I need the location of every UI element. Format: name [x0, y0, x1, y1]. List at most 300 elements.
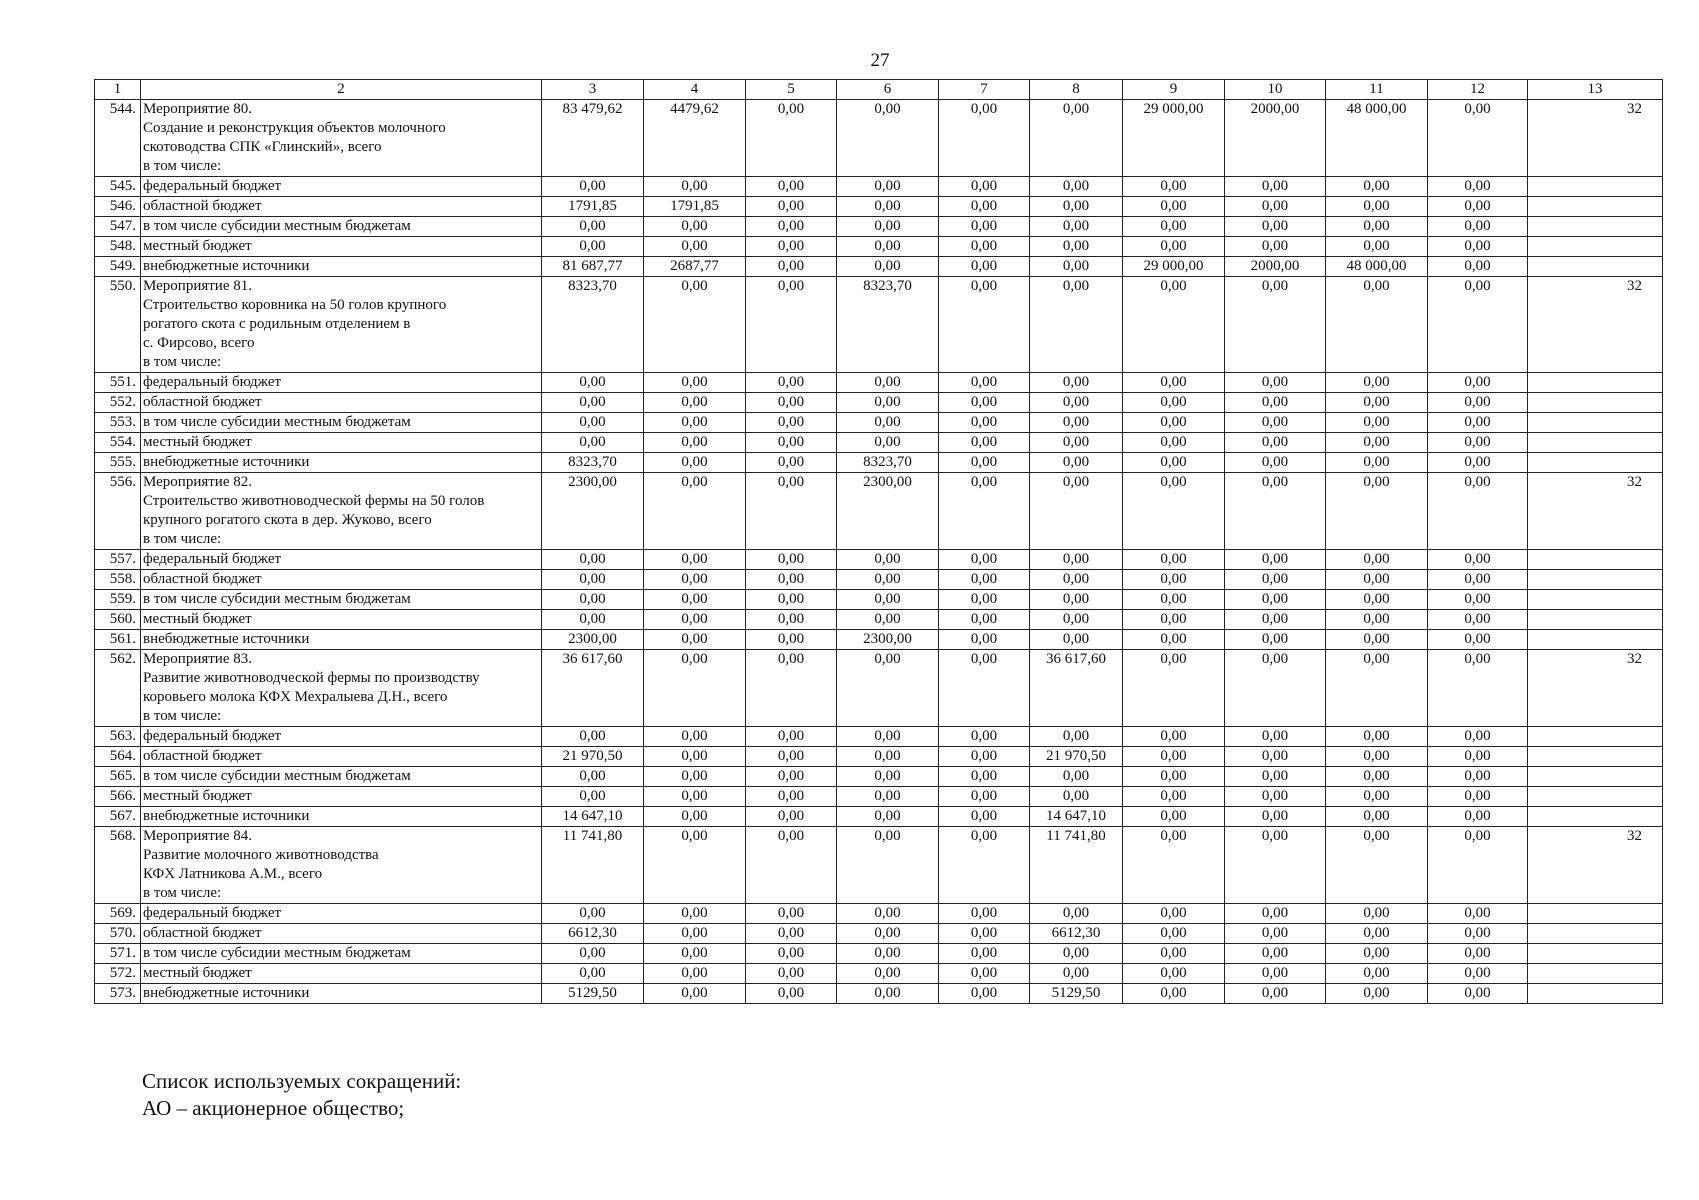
value-cell: 48 000,00: [1326, 100, 1428, 177]
value-cell: 21 970,50: [542, 747, 644, 767]
activity-description: [141, 827, 542, 904]
code-cell: [1528, 393, 1663, 413]
value-cell: 0,00: [644, 610, 746, 630]
value-cell: 0,00: [1030, 453, 1123, 473]
value-cell: 0,00: [1030, 964, 1123, 984]
code-cell: [1528, 787, 1663, 807]
value-cell: 29 000,00: [1123, 100, 1225, 177]
row-number: 548.: [95, 237, 141, 257]
value-cell: 0,00: [1326, 747, 1428, 767]
value-cell: 0,00: [939, 453, 1030, 473]
value-cell: 0,00: [837, 100, 939, 177]
code-cell: [1528, 550, 1663, 570]
funding-source: местный бюджет: [141, 610, 542, 630]
value-cell: 0,00: [939, 904, 1030, 924]
value-cell: 0,00: [1030, 590, 1123, 610]
value-cell: 0,00: [1030, 473, 1123, 550]
funding-row: [95, 433, 1663, 453]
value-cell: 0,00: [746, 924, 837, 944]
funding-source: местный бюджет: [141, 433, 542, 453]
value-cell: 0,00: [542, 964, 644, 984]
value-cell: 0,00: [542, 610, 644, 630]
funding-row: [95, 373, 1663, 393]
value-cell: 0,00: [1326, 237, 1428, 257]
value-cell: 0,00: [939, 100, 1030, 177]
funding-source: федеральный бюджет: [141, 904, 542, 924]
value-cell: 0,00: [1225, 413, 1326, 433]
value-cell: 5129,50: [1030, 984, 1123, 1004]
value-cell: 0,00: [837, 767, 939, 787]
value-cell: 0,00: [1123, 767, 1225, 787]
value-cell: 0,00: [1326, 217, 1428, 237]
value-cell: 0,00: [746, 393, 837, 413]
value-cell: 0,00: [1225, 550, 1326, 570]
value-cell: 0,00: [1428, 747, 1528, 767]
value-cell: 29 000,00: [1123, 257, 1225, 277]
value-cell: 0,00: [1030, 413, 1123, 433]
code-cell: [1528, 944, 1663, 964]
value-cell: 0,00: [644, 984, 746, 1004]
value-cell: 0,00: [1123, 610, 1225, 630]
value-cell: 0,00: [837, 650, 939, 727]
code-cell: [1528, 413, 1663, 433]
value-cell: 0,00: [939, 217, 1030, 237]
value-cell: 81 687,77: [542, 257, 644, 277]
description-line: Развитие молочного животноводства: [143, 847, 379, 863]
row-number: 569.: [95, 904, 141, 924]
value-cell: 0,00: [542, 550, 644, 570]
funding-source: в том числе субсидии местным бюджетам: [141, 767, 542, 787]
code-cell: [1528, 590, 1663, 610]
value-cell: 0,00: [1123, 984, 1225, 1004]
description-line: коровьего молока КФХ Мехралыева Д.Н., всего: [143, 689, 448, 705]
value-cell: 0,00: [1428, 373, 1528, 393]
description-line: в том числе:: [143, 708, 222, 724]
code-cell: [1528, 984, 1663, 1004]
funding-source: местный бюджет: [141, 964, 542, 984]
description-line: Создание и реконструкция объектов молочного: [143, 120, 446, 136]
value-cell: 2300,00: [837, 473, 939, 550]
column-header: 3: [542, 80, 644, 100]
value-cell: 0,00: [1123, 473, 1225, 550]
description-line: в том числе:: [143, 354, 222, 370]
value-cell: 0,00: [1428, 787, 1528, 807]
value-cell: 0,00: [1225, 610, 1326, 630]
value-cell: 6612,30: [542, 924, 644, 944]
value-cell: 0,00: [1428, 277, 1528, 373]
value-cell: 0,00: [1123, 827, 1225, 904]
description-line: Строительство коровника на 50 голов крупного: [143, 297, 447, 313]
value-cell: 0,00: [644, 650, 746, 727]
value-cell: 48 000,00: [1326, 257, 1428, 277]
value-cell: 0,00: [1428, 807, 1528, 827]
value-cell: 0,00: [1030, 630, 1123, 650]
funding-row: [95, 747, 1663, 767]
value-cell: 0,00: [644, 904, 746, 924]
value-cell: 0,00: [1123, 630, 1225, 650]
funding-row: [95, 767, 1663, 787]
description-line: скотоводства СПК «Глинский», всего: [143, 139, 382, 155]
abbreviations-section: [142, 1068, 461, 1122]
value-cell: 0,00: [1225, 650, 1326, 727]
value-cell: 0,00: [939, 767, 1030, 787]
row-number: 556.: [95, 473, 141, 550]
value-cell: 0,00: [1123, 433, 1225, 453]
value-cell: 0,00: [939, 944, 1030, 964]
funding-source: в том числе субсидии местным бюджетам: [141, 590, 542, 610]
value-cell: 0,00: [644, 550, 746, 570]
funding-row: [95, 984, 1663, 1004]
funding-source: местный бюджет: [141, 787, 542, 807]
value-cell: 11 741,80: [1030, 827, 1123, 904]
value-cell: 0,00: [939, 373, 1030, 393]
value-cell: 0,00: [1123, 237, 1225, 257]
funding-row: [95, 237, 1663, 257]
value-cell: 0,00: [746, 984, 837, 1004]
value-cell: 0,00: [1225, 904, 1326, 924]
value-cell: 0,00: [1326, 590, 1428, 610]
value-cell: 5129,50: [542, 984, 644, 1004]
value-cell: 0,00: [939, 393, 1030, 413]
row-number: 561.: [95, 630, 141, 650]
funding-row: [95, 630, 1663, 650]
value-cell: 0,00: [1326, 610, 1428, 630]
value-cell: 0,00: [746, 473, 837, 550]
value-cell: 0,00: [837, 550, 939, 570]
value-cell: 0,00: [1225, 217, 1326, 237]
value-cell: 0,00: [1225, 590, 1326, 610]
value-cell: 4479,62: [644, 100, 746, 177]
value-cell: 0,00: [644, 473, 746, 550]
value-cell: 0,00: [837, 393, 939, 413]
value-cell: 0,00: [644, 787, 746, 807]
column-header: 2: [141, 80, 542, 100]
value-cell: 0,00: [1225, 924, 1326, 944]
code-cell: [1528, 237, 1663, 257]
value-cell: 0,00: [644, 413, 746, 433]
row-number: 562.: [95, 650, 141, 727]
description-line: Мероприятие 81.: [143, 278, 252, 294]
value-cell: 0,00: [1225, 747, 1326, 767]
value-cell: 0,00: [837, 924, 939, 944]
value-cell: 0,00: [644, 177, 746, 197]
funding-source: областной бюджет: [141, 747, 542, 767]
value-cell: 0,00: [746, 453, 837, 473]
funding-row: [95, 413, 1663, 433]
value-cell: 0,00: [1123, 413, 1225, 433]
value-cell: 0,00: [542, 237, 644, 257]
row-number: 554.: [95, 433, 141, 453]
activity-description: [141, 650, 542, 727]
value-cell: 0,00: [1428, 453, 1528, 473]
value-cell: 0,00: [939, 257, 1030, 277]
value-cell: 0,00: [837, 787, 939, 807]
value-cell: 0,00: [542, 767, 644, 787]
description-line: крупного рогатого скота в дер. Жуково, всего: [143, 512, 432, 528]
funding-source: федеральный бюджет: [141, 550, 542, 570]
value-cell: 0,00: [1225, 393, 1326, 413]
value-cell: 0,00: [1326, 277, 1428, 373]
column-header: 10: [1225, 80, 1326, 100]
value-cell: 0,00: [939, 787, 1030, 807]
value-cell: 0,00: [1123, 277, 1225, 373]
code-cell: [1528, 727, 1663, 747]
description-line: Мероприятие 83.: [143, 651, 252, 667]
funding-row: [95, 610, 1663, 630]
value-cell: 0,00: [837, 610, 939, 630]
row-number: 566.: [95, 787, 141, 807]
value-cell: 0,00: [1326, 453, 1428, 473]
value-cell: 0,00: [1428, 964, 1528, 984]
code-cell: [1528, 177, 1663, 197]
row-number: 549.: [95, 257, 141, 277]
code-cell: [1528, 747, 1663, 767]
value-cell: 0,00: [837, 413, 939, 433]
description-line: КФХ Латникова А.М., всего: [143, 866, 323, 882]
value-cell: 0,00: [1428, 827, 1528, 904]
column-header: 9: [1123, 80, 1225, 100]
value-cell: 0,00: [1428, 944, 1528, 964]
value-cell: 0,00: [837, 257, 939, 277]
row-number: 563.: [95, 727, 141, 747]
funding-row: [95, 964, 1663, 984]
value-cell: 0,00: [1123, 727, 1225, 747]
value-cell: 0,00: [644, 570, 746, 590]
value-cell: 21 970,50: [1030, 747, 1123, 767]
abbreviations-title: Список используемых сокращений:: [142, 1069, 462, 1093]
code-cell: [1528, 257, 1663, 277]
value-cell: 2000,00: [1225, 100, 1326, 177]
row-number: 551.: [95, 373, 141, 393]
column-header: 11: [1326, 80, 1428, 100]
value-cell: 0,00: [837, 904, 939, 924]
value-cell: 14 647,10: [542, 807, 644, 827]
funding-source: областной бюджет: [141, 197, 542, 217]
value-cell: 0,00: [837, 964, 939, 984]
value-cell: 0,00: [1123, 197, 1225, 217]
value-cell: 0,00: [644, 767, 746, 787]
value-cell: 0,00: [1326, 964, 1428, 984]
value-cell: 8323,70: [542, 277, 644, 373]
funding-row: [95, 550, 1663, 570]
row-number: 547.: [95, 217, 141, 237]
value-cell: 0,00: [1326, 197, 1428, 217]
value-cell: 2000,00: [1225, 257, 1326, 277]
value-cell: 0,00: [837, 217, 939, 237]
value-cell: 0,00: [1326, 924, 1428, 944]
value-cell: 0,00: [542, 570, 644, 590]
funding-source: внебюджетные источники: [141, 630, 542, 650]
value-cell: 0,00: [644, 373, 746, 393]
value-cell: 0,00: [542, 944, 644, 964]
value-cell: 0,00: [746, 807, 837, 827]
code-cell: 32: [1528, 277, 1663, 373]
abbreviation-item: АО – акционерное общество;: [142, 1096, 405, 1120]
activity-row: [95, 100, 1663, 177]
value-cell: 8323,70: [837, 277, 939, 373]
value-cell: 0,00: [1428, 197, 1528, 217]
row-number: 550.: [95, 277, 141, 373]
value-cell: 0,00: [746, 944, 837, 964]
description-line: Мероприятие 82.: [143, 474, 252, 490]
row-number: 557.: [95, 550, 141, 570]
value-cell: 0,00: [542, 177, 644, 197]
value-cell: 0,00: [746, 630, 837, 650]
value-cell: 0,00: [939, 610, 1030, 630]
value-cell: 0,00: [939, 570, 1030, 590]
value-cell: 0,00: [644, 433, 746, 453]
value-cell: 0,00: [837, 944, 939, 964]
column-header: 13: [1528, 80, 1663, 100]
value-cell: 0,00: [837, 590, 939, 610]
value-cell: 0,00: [837, 197, 939, 217]
value-cell: 0,00: [939, 747, 1030, 767]
value-cell: 0,00: [1428, 433, 1528, 453]
row-number: 545.: [95, 177, 141, 197]
funding-row: [95, 590, 1663, 610]
value-cell: 0,00: [746, 727, 837, 747]
value-cell: 0,00: [1428, 257, 1528, 277]
value-cell: 0,00: [1123, 570, 1225, 590]
value-cell: 0,00: [837, 747, 939, 767]
value-cell: 0,00: [1326, 570, 1428, 590]
funding-row: [95, 924, 1663, 944]
value-cell: 0,00: [1326, 373, 1428, 393]
value-cell: 0,00: [542, 433, 644, 453]
value-cell: 0,00: [1030, 904, 1123, 924]
value-cell: 0,00: [644, 747, 746, 767]
row-number: 564.: [95, 747, 141, 767]
value-cell: 0,00: [1428, 984, 1528, 1004]
value-cell: 0,00: [837, 984, 939, 1004]
value-cell: 2300,00: [837, 630, 939, 650]
value-cell: 0,00: [542, 373, 644, 393]
value-cell: 0,00: [1326, 413, 1428, 433]
funding-source: областной бюджет: [141, 924, 542, 944]
value-cell: 0,00: [1123, 373, 1225, 393]
value-cell: 0,00: [1123, 924, 1225, 944]
value-cell: 0,00: [939, 924, 1030, 944]
value-cell: 0,00: [746, 787, 837, 807]
value-cell: 0,00: [542, 590, 644, 610]
value-cell: 0,00: [644, 277, 746, 373]
value-cell: 0,00: [542, 217, 644, 237]
value-cell: 2300,00: [542, 630, 644, 650]
value-cell: 0,00: [746, 237, 837, 257]
value-cell: 0,00: [1225, 277, 1326, 373]
value-cell: 0,00: [746, 650, 837, 727]
funding-source: внебюджетные источники: [141, 984, 542, 1004]
value-cell: 0,00: [1030, 944, 1123, 964]
value-cell: 0,00: [644, 944, 746, 964]
value-cell: 2687,77: [644, 257, 746, 277]
table-body: [95, 100, 1663, 1004]
row-number: 559.: [95, 590, 141, 610]
value-cell: 0,00: [542, 787, 644, 807]
value-cell: 0,00: [1225, 473, 1326, 550]
funding-source: в том числе субсидии местным бюджетам: [141, 944, 542, 964]
value-cell: 0,00: [1225, 787, 1326, 807]
code-cell: [1528, 924, 1663, 944]
column-header: 8: [1030, 80, 1123, 100]
row-number: 573.: [95, 984, 141, 1004]
code-cell: 32: [1528, 650, 1663, 727]
value-cell: 0,00: [1428, 473, 1528, 550]
value-cell: 0,00: [1030, 393, 1123, 413]
value-cell: 0,00: [1428, 550, 1528, 570]
value-cell: 0,00: [1123, 177, 1225, 197]
value-cell: 0,00: [837, 727, 939, 747]
value-cell: 0,00: [1225, 197, 1326, 217]
code-cell: [1528, 904, 1663, 924]
value-cell: 0,00: [1123, 217, 1225, 237]
value-cell: 0,00: [644, 827, 746, 904]
value-cell: 8323,70: [542, 453, 644, 473]
value-cell: 0,00: [746, 197, 837, 217]
row-number: 558.: [95, 570, 141, 590]
code-cell: [1528, 570, 1663, 590]
value-cell: 0,00: [1326, 650, 1428, 727]
code-cell: [1528, 197, 1663, 217]
row-number: 552.: [95, 393, 141, 413]
value-cell: 0,00: [644, 964, 746, 984]
code-cell: 32: [1528, 100, 1663, 177]
code-cell: [1528, 767, 1663, 787]
value-cell: 0,00: [939, 237, 1030, 257]
value-cell: 0,00: [1225, 453, 1326, 473]
value-cell: 0,00: [939, 964, 1030, 984]
activity-row: [95, 827, 1663, 904]
value-cell: 0,00: [1428, 924, 1528, 944]
value-cell: 0,00: [1428, 413, 1528, 433]
value-cell: 0,00: [1428, 100, 1528, 177]
value-cell: 0,00: [837, 433, 939, 453]
value-cell: 0,00: [939, 177, 1030, 197]
value-cell: 0,00: [1030, 197, 1123, 217]
row-number: 565.: [95, 767, 141, 787]
value-cell: 0,00: [1123, 453, 1225, 473]
value-cell: 0,00: [746, 257, 837, 277]
value-cell: 0,00: [1030, 767, 1123, 787]
funding-row: [95, 197, 1663, 217]
value-cell: 0,00: [1225, 827, 1326, 904]
value-cell: 83 479,62: [542, 100, 644, 177]
funding-row: [95, 570, 1663, 590]
value-cell: 0,00: [1123, 747, 1225, 767]
value-cell: 0,00: [939, 630, 1030, 650]
description-line: в том числе:: [143, 158, 222, 174]
funding-row: [95, 177, 1663, 197]
funding-source: федеральный бюджет: [141, 373, 542, 393]
value-cell: 0,00: [1123, 944, 1225, 964]
value-cell: 0,00: [1326, 944, 1428, 964]
value-cell: 0,00: [939, 473, 1030, 550]
funding-source: в том числе субсидии местным бюджетам: [141, 217, 542, 237]
value-cell: 0,00: [939, 277, 1030, 373]
value-cell: 0,00: [1326, 807, 1428, 827]
funding-row: [95, 453, 1663, 473]
value-cell: 0,00: [1428, 217, 1528, 237]
value-cell: 0,00: [1123, 904, 1225, 924]
row-number: 570.: [95, 924, 141, 944]
value-cell: 0,00: [1428, 630, 1528, 650]
value-cell: 0,00: [1123, 590, 1225, 610]
value-cell: 0,00: [644, 393, 746, 413]
value-cell: 0,00: [939, 550, 1030, 570]
row-number: 553.: [95, 413, 141, 433]
column-header: 12: [1428, 80, 1528, 100]
funding-source: внебюджетные источники: [141, 453, 542, 473]
